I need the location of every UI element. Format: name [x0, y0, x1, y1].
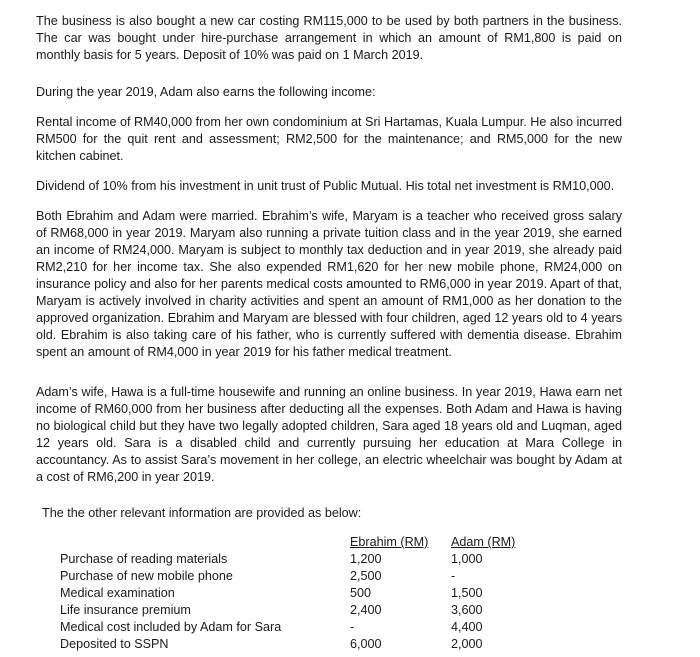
header-adam-label: Adam (RM) [451, 535, 516, 549]
row-label: Medical examination [60, 586, 175, 600]
paragraph-rental-income: Rental income of RM40,000 from her own condominium at Sri Hartamas, Kuala Lumpur. He also incurred RM500 for the quit rent and assessment; RM2,500 for the maintenance; and RM5,000 for the new kitchen cabinet. [36, 115, 622, 163]
row-adam-value: 4,400 [451, 620, 483, 634]
table-row [60, 636, 540, 653]
table-row [60, 568, 540, 585]
header-ebrahim [350, 534, 428, 551]
row-label: Life insurance premium [60, 603, 191, 617]
header-ebrahim-label: Ebrahim (RM) [350, 535, 429, 549]
row-ebrahim-value: 2,500 [350, 569, 382, 583]
row-ebrahim-value: - [350, 620, 355, 634]
header-adam [451, 534, 515, 551]
row-label: Deposited to SSPN [60, 637, 169, 651]
table-row [60, 585, 540, 602]
row-adam-value: 1,500 [451, 586, 483, 600]
row-label: Purchase of reading materials [60, 552, 228, 566]
row-label: Purchase of new mobile phone [60, 569, 233, 583]
row-ebrahim-value: 1,200 [350, 552, 382, 566]
paragraph-dividend: Dividend of 10% from his investment in unit trust of Public Mutual. His total net investment is RM10,000. [36, 179, 615, 193]
row-adam-value: 1,000 [451, 552, 483, 566]
paragraph-adam-family: Adam’s wife, Hawa is a full-time housewife and running an online business. In year 2019, Hawa earn net income of RM60,000 from her business after deducting all the expenses. Both Adam and Hawa is having no biological child but they have two legally adopted children, Sara aged 18 years old and Luqman, aged 12 years old. Sara is a disabled child and currently pursuing her education at Mara College in accountancy. As to assist Sara’s movement in her college, an electric wheelchair was bought by Adam at a cost of RM6,200 in year 2019. [36, 385, 622, 484]
row-ebrahim-value: 2,400 [350, 603, 382, 617]
table-row [60, 619, 540, 636]
row-ebrahim-value: 6,000 [350, 637, 382, 651]
paragraph-ebrahim-family: Both Ebrahim and Adam were married. Ebrahim’s wife, Maryam is a teacher who received gross salary of RM68,000 in year 2019. Maryam also running a private tuition class and in the year 2019, she earned an income of RM24,000. Maryam is subject to monthly tax deduction and in year 2019, she already paid RM2,210 for her income tax. She also expended RM1,620 for her new mobile phone, RM24,000 on insurance policy and also for her parents medical costs amounted to RM6,000 in year 2019. Apart of that, Maryam is actively involved in charity activities and spent an amount of RM1,000 as her donation to the approved organization. Ebrahim and Maryam are blessed with four children, aged 12 years old to 4 years old. Ebrahim is also taking care of his father, who is currently suffered with dementia disease. Ebrahim spent an amount of RM4,000 in year 2019 for his father medical treatment. [36, 209, 622, 359]
row-ebrahim-value: 500 [350, 586, 372, 600]
row-adam-value: 2,000 [451, 637, 483, 651]
table-row [60, 551, 540, 568]
paragraph-car-purchase: The business is also bought a new car costing RM115,000 to be used by both partners in the business. The car was bought under hire-purchase arrangement in which an amount of RM1,800 is paid on monthly basis for 5 years. Deposit of 10% was paid on 1 March 2019. [36, 14, 622, 62]
row-label: Medical cost included by Adam for Sara [60, 620, 282, 634]
row-adam-value: - [451, 569, 456, 583]
row-adam-value: 3,600 [451, 603, 483, 617]
paragraph-adam-income-intro: During the year 2019, Adam also earns the following income: [36, 85, 376, 99]
table-row [60, 602, 540, 619]
paragraph-table-intro: The the other relevant information are provided as below: [42, 506, 362, 520]
